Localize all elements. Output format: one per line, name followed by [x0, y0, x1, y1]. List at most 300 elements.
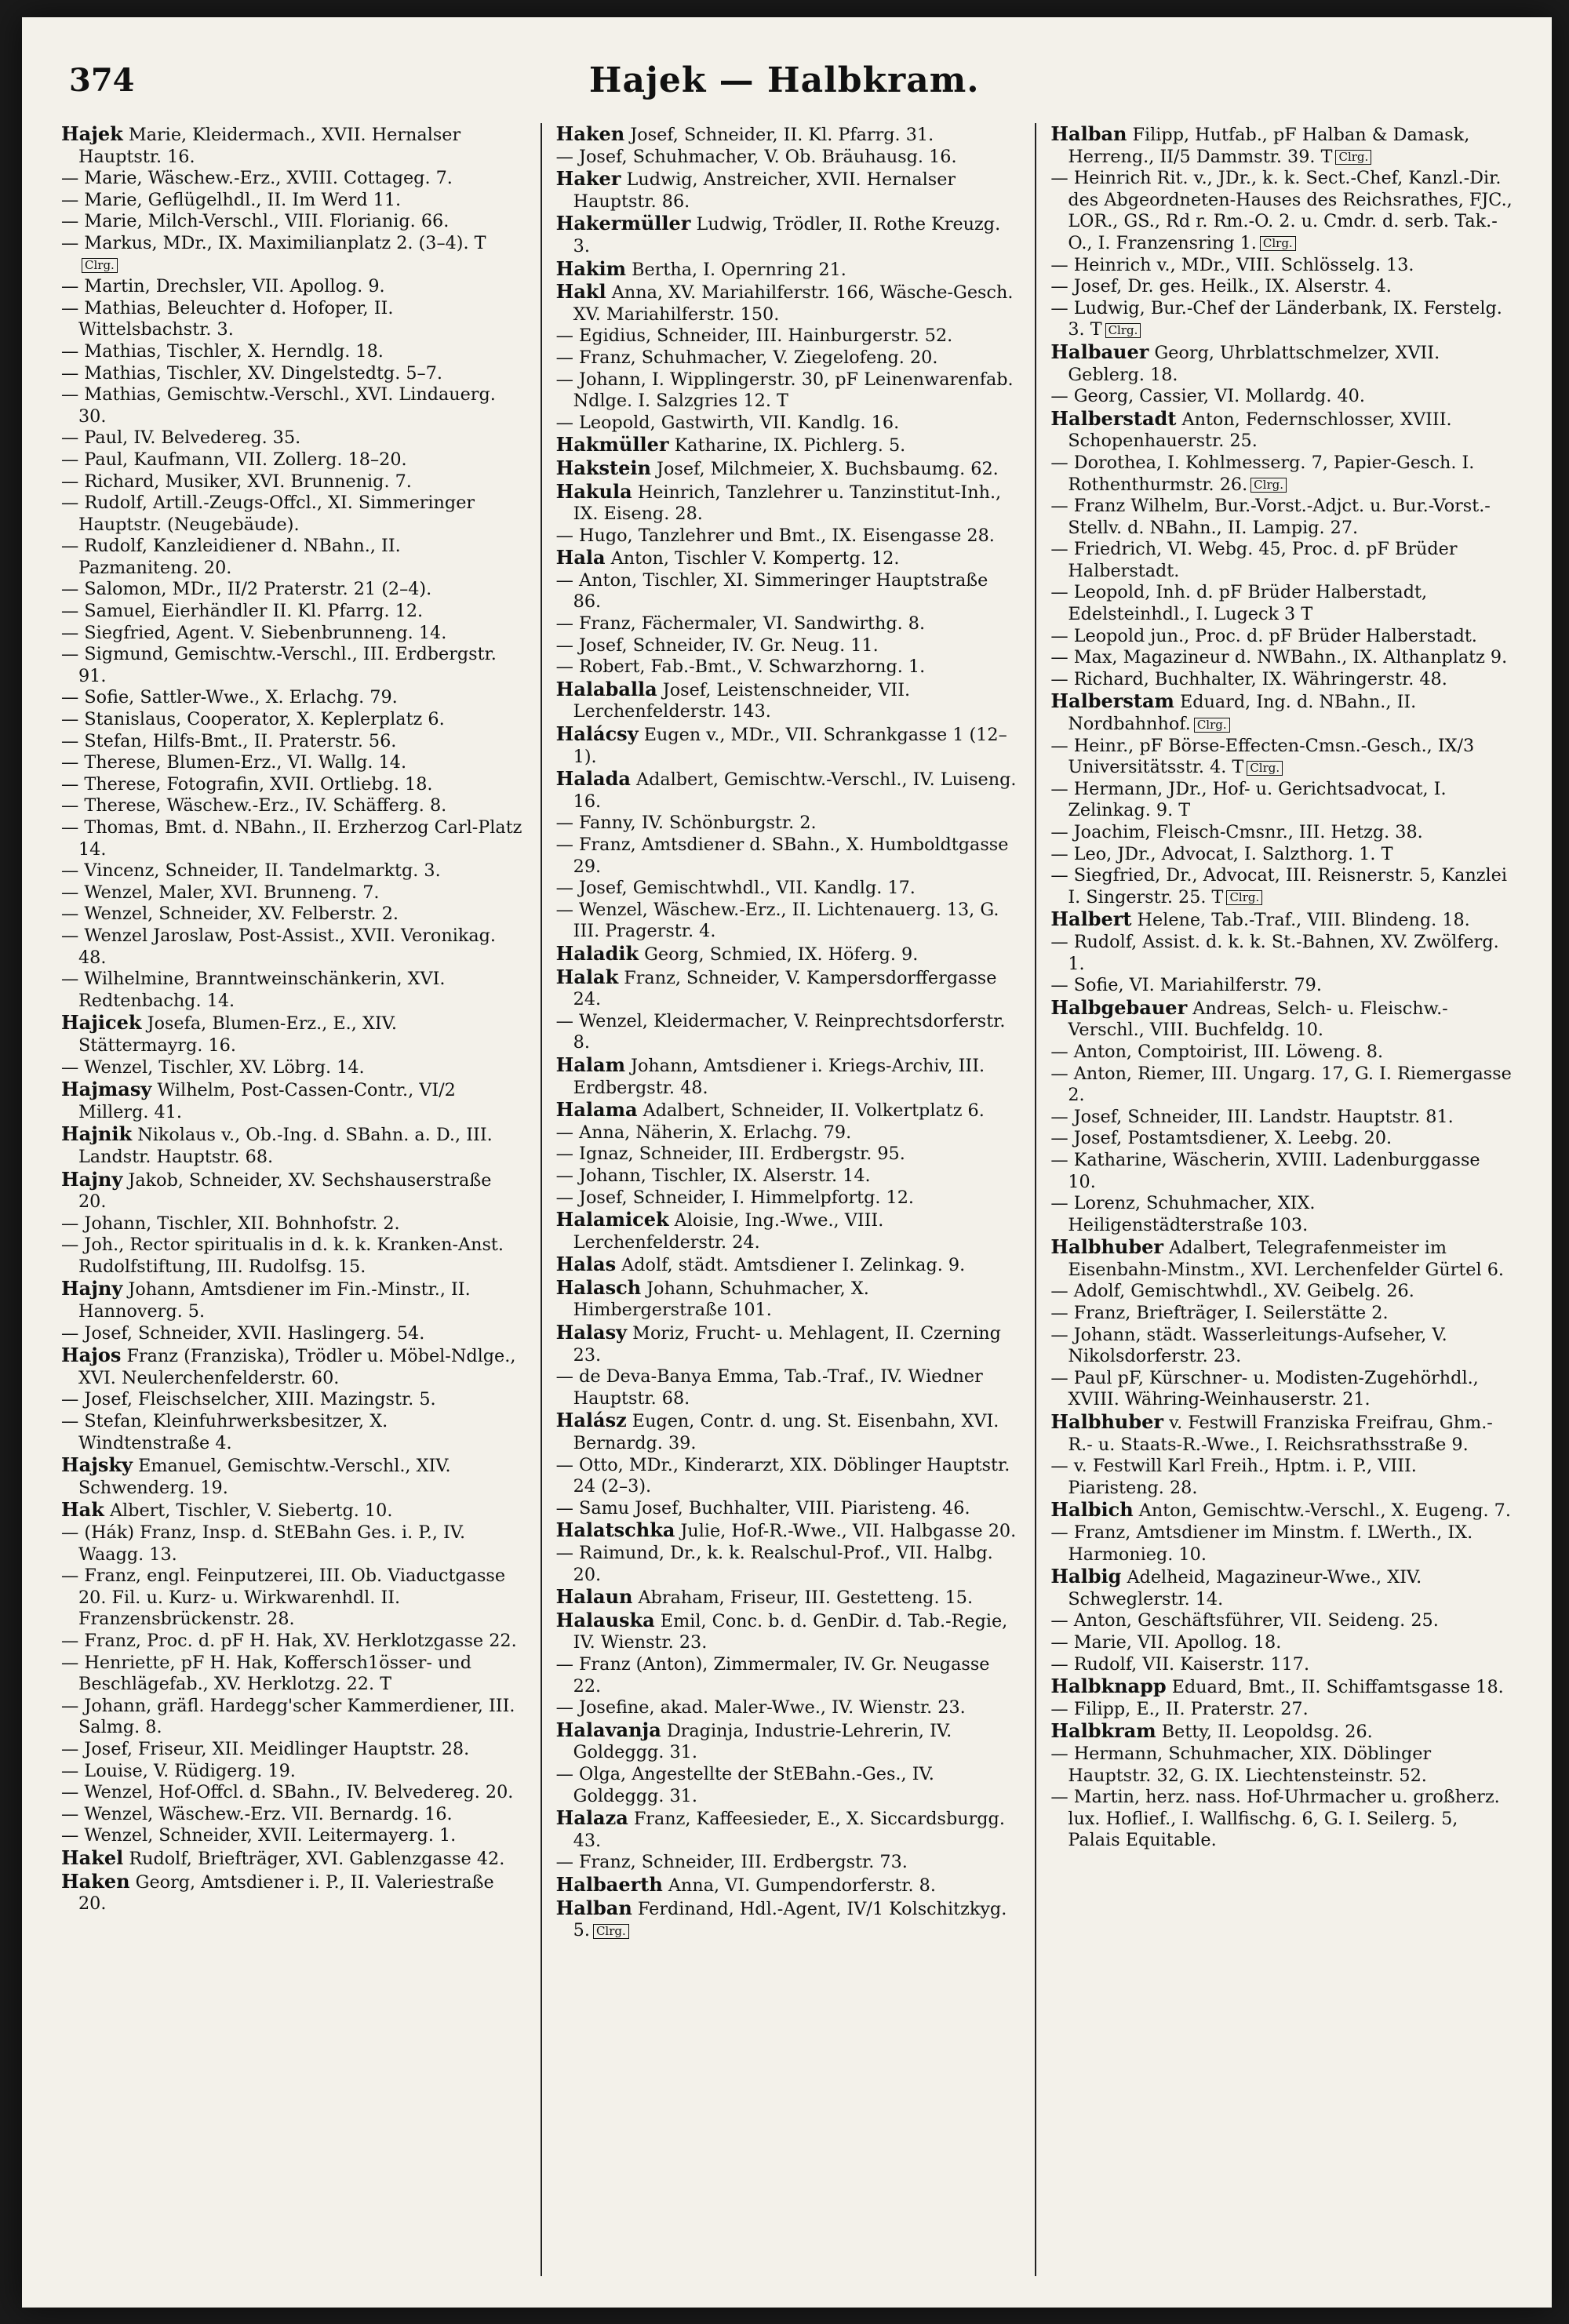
directory-entry: [556, 723, 1018, 768]
directory-entry: [61, 493, 523, 536]
entry-details: — Josef, Schneider, XVII. Haslingerg. 54.: [61, 1322, 425, 1344]
entry-details: Adolf, städt. Amtsdiener I. Zelinkag. 9.: [616, 1255, 966, 1276]
entry-details: — Wenzel, Schneider, XVII. Leitermayerg. 1.: [61, 1825, 457, 1846]
directory-entry: [1050, 1744, 1513, 1787]
directory-entry: [61, 1344, 523, 1389]
directory-columns: [61, 123, 1513, 2276]
entry-details: Moriz, Frucht- u. Mehlagent, II. Czerning 23.: [573, 1323, 1001, 1366]
entry-details: Draginja, Industrie-Lehrerin, IV. Goldeggg. 31.: [573, 1720, 952, 1763]
entry-details: — Wenzel Jaroslaw, Post-Assist., XVII. Veronikag. 48.: [61, 925, 496, 968]
directory-entry: [556, 213, 1018, 257]
directory-entry: [61, 709, 523, 731]
entry-details: — Stefan, Kleinfuhrwerksbesitzer, X. Windtenstraße 4.: [61, 1411, 388, 1453]
directory-entry: [61, 731, 523, 753]
entry-details: — Richard, Buchhalter, IX. Währingerstr. 48.: [1050, 668, 1447, 689]
entry-details: — Wenzel, Tischler, XV. Löbrg. 14.: [61, 1057, 365, 1078]
entry-surname: Halama: [555, 1098, 638, 1122]
directory-entry: [61, 341, 523, 363]
entry-details: — Franz (Anton), Zimmermaler, IV. Gr. Neugasse 22.: [555, 1653, 990, 1697]
entry-details: — Johann, I. Wipplingerstr. 30, pF Leinenwarenfab. Ndlge. I. Salzgries 12. T: [555, 369, 1014, 412]
directory-entry: [556, 813, 1018, 835]
directory-entry: [1050, 1281, 1513, 1303]
directory-entry: [1050, 1064, 1513, 1107]
entry-details: Helene, Tab.-Traf., VIII. Blindeng. 18.: [1131, 910, 1470, 931]
entry-details: — Anton, Geschäftsführer, VII. Seideng. 25.: [1050, 1610, 1439, 1631]
entry-details: — Marie, Milch-Verschl., VIII. Florianig. 66.: [61, 211, 450, 232]
directory-entry: [1050, 1675, 1513, 1699]
entry-details: Julie, Hof-R.-Wwe., VII. Halbgasse 20.: [675, 1521, 1017, 1542]
directory-entry: [61, 601, 523, 623]
directory-entry: [1050, 690, 1513, 735]
directory-entry: [61, 1169, 523, 1213]
entry-surname: Halban: [555, 1896, 632, 1919]
directory-entry: [556, 1609, 1018, 1654]
directory-entry: [61, 168, 523, 190]
clearing-badge: Clrg.: [1105, 323, 1141, 338]
entry-details: — Siegfried, Dr., Advocat, III. Reisnerstr. 5, Kanzlei I. Singerstr. 25. T: [1050, 865, 1507, 907]
entry-details: — Wenzel, Maler, XVI. Brunneng. 7.: [61, 882, 380, 903]
entry-details: — Johann, städt. Wasserleitungs-Aufseher, V. Nikolsdorferstr. 23.: [1050, 1324, 1447, 1367]
entry-details: — Sigmund, Gemischtw.-Verschl., III. Erdbergstr. 91.: [61, 644, 497, 686]
entry-details: — Hermann, JDr., Hof- u. Gerichtsadvocat, I. Zelinkag. 9. T: [1050, 778, 1447, 821]
entry-details: — Heinr., pF Börse-Effecten-Cmsn.-Gesch., IX/3 Universitätsstr. 4. T: [1050, 735, 1475, 778]
entry-surname: Halam: [555, 1053, 625, 1076]
entry-details: — Franz, Schneider, III. Erdbergstr. 73.: [555, 1852, 908, 1873]
entry-details: Eugen v., MDr., VII. Schrankgasse 1 (12–1).: [573, 725, 1007, 767]
entry-details: — Josef, Fleischselcher, XIII. Mazingstr. 5.: [61, 1389, 436, 1410]
entry-surname: Hakula: [555, 479, 632, 503]
entry-details: — Franz, Briefträger, I. Seilerstätte 2.: [1050, 1303, 1389, 1324]
directory-entry: [556, 1209, 1018, 1253]
directory-entry: [556, 1498, 1018, 1520]
directory-entry: [1050, 582, 1513, 625]
entry-details: — Therese, Fotografin, XVII. Ortliebg. 18.: [61, 773, 433, 795]
entry-details: — Otto, MDr., Kinderarzt, XIX. Döblinger Hauptstr. 24 (2–3).: [555, 1454, 1010, 1497]
entry-surname: Halasy: [555, 1321, 628, 1344]
directory-entry: [1050, 1456, 1513, 1499]
entry-details: — Rudolf, Assist. d. k. k. St.-Bahnen, XV. Zwölferg. 1.: [1050, 931, 1499, 974]
directory-entry: [61, 1057, 523, 1079]
entry-details: — Josef, Schneider, IV. Gr. Neug. 11.: [555, 635, 879, 656]
page-number: 374: [69, 61, 135, 99]
entry-details: v. Festwill Franziska Freifrau, Ghm.-R.- u. Staats-R.-Wwe., I. Reichsrathsstraße 9.: [1068, 1413, 1493, 1455]
entry-details: — Josefine, akad. Maler-Wwe., IV. Wienstr. 23.: [555, 1697, 966, 1718]
directory-entry: [556, 1011, 1018, 1054]
entry-details: — Mathias, Beleuchter d. Hofoper, II. Wittelsbachstr. 3.: [61, 297, 394, 340]
directory-entry: [1050, 865, 1513, 908]
entry-details: Eugen, Contr. d. ung. St. Eisenbahn, XVI. Bernardg. 39.: [573, 1411, 999, 1454]
directory-entry: [61, 1631, 523, 1653]
directory-entry: [556, 1519, 1018, 1543]
entry-details: — Rudolf, VII. Kaiserstr. 117.: [1050, 1653, 1310, 1675]
entry-surname: Hajicek: [61, 1011, 142, 1035]
directory-entry: [61, 1123, 523, 1168]
page-header: [69, 49, 1505, 111]
entry-details: — Egidius, Schneider, III. Hainburgerstr. 52.: [555, 326, 953, 347]
entry-details: Adalbert, Telegrafenmeister im Eisenbahn-Minstm., XVI. Lerchenfelder Gürtel 6.: [1068, 1238, 1504, 1280]
entry-surname: Halberstadt: [1050, 406, 1177, 430]
entry-surname: Hakstein: [555, 456, 651, 479]
clearing-badge: Clrg.: [82, 258, 118, 273]
column-1: [61, 123, 523, 2276]
entry-details: — Thomas, Bmt. d. NBahn., II. Erzherzog Carl-Platz 14.: [61, 817, 522, 860]
entry-details: — Leopold, Inh. d. pF Brüder Halberstadt, Edelsteinhdl., I. Lugeck 3 T: [1050, 582, 1428, 625]
entry-details: — Wilhelmine, Branntweinschänkerin, XVI. Redtenbachg. 14.: [61, 969, 446, 1011]
entry-details: — Salomon, MDr., II/2 Praterstr. 21 (2–4).: [61, 579, 432, 600]
entry-details: Georg, Uhrblattschmelzer, XVII. Geblerg. 18.: [1068, 342, 1440, 385]
entry-details: — Anton, Comptoirist, III. Löweng. 8.: [1050, 1041, 1384, 1062]
entry-details: — Martin, Drechsler, VII. Apollog. 9.: [61, 276, 385, 297]
entry-surname: Halamicek: [555, 1208, 669, 1231]
entry-details: Adalbert, Gemischtw.-Verschl., IV. Luiseng. 16.: [573, 769, 1017, 812]
directory-entry: [1050, 932, 1513, 975]
entry-details: — Adolf, Gemischtwhdl., XV. Geibelg. 26.: [1050, 1281, 1414, 1302]
directory-entry: [556, 1277, 1018, 1322]
entry-surname: Hajek: [61, 122, 123, 145]
directory-entry: [61, 1566, 523, 1631]
directory-entry: [1050, 1325, 1513, 1368]
entry-surname: Hala: [555, 546, 606, 569]
directory-entry: [61, 687, 523, 709]
directory-entry: [556, 434, 1018, 457]
directory-entry: [556, 168, 1018, 213]
directory-entry: [1050, 1042, 1513, 1064]
entry-details: — Paul, Kaufmann, VII. Zollerg. 18–20.: [61, 449, 407, 470]
directory-entry: [61, 860, 523, 882]
entry-details: Wilhelm, Post-Cassen-Contr., VI/2 Millerg. 41.: [78, 1080, 456, 1122]
clearing-badge: Clrg.: [1226, 890, 1262, 905]
directory-entry: [1050, 669, 1513, 691]
directory-entry: [1050, 298, 1513, 341]
directory-entry: [61, 123, 523, 168]
entry-surname: Hak: [61, 1498, 104, 1522]
directory-entry: [1050, 1699, 1513, 1721]
entry-details: — Dorothea, I. Kohlmesserg. 7, Papier-Gesch. I. Rothenthurmstr. 26.: [1050, 452, 1475, 495]
directory-entry: [1050, 1566, 1513, 1610]
entry-surname: Haker: [555, 167, 621, 191]
directory-entry: [556, 1764, 1018, 1807]
entry-details: — Robert, Fab.-Bmt., V. Schwarzhorng. 1.: [555, 656, 926, 678]
entry-surname: Hajny: [61, 1277, 123, 1300]
directory-entry: [61, 969, 523, 1012]
entry-surname: Haken: [555, 122, 625, 145]
entry-details: — Heinrich Rit. v., JDr., k. k. Sect.-Chef, Kanzl.-Dir. des Abgeordneten-Hauses des Reichsrathes, FJC., LOR., GS., Rd r. Rm.-O. 2. u. Cmdr. d. serb. Tak.-O., I. Franzensring 1.: [1050, 168, 1513, 253]
entry-surname: Halavanja: [555, 1718, 661, 1741]
entry-details: Anton, Federnschlosser, XVIII. Schopenhauerstr. 25.: [1068, 409, 1452, 452]
directory-entry: [1050, 496, 1513, 539]
entry-details: — Friedrich, VI. Webg. 45, Proc. d. pF Brüder Halberstadt.: [1050, 539, 1458, 581]
entry-details: — Johann, Tischler, IX. Alserstr. 14.: [555, 1165, 871, 1186]
directory-entry: [61, 1213, 523, 1235]
directory-entry: [61, 190, 523, 212]
directory-entry: [556, 1253, 1018, 1277]
directory-entry: [556, 1455, 1018, 1498]
directory-entry: [61, 211, 523, 233]
entry-details: Johann, Amtsdiener i. Kriegs-Archiv, III. Erdbergstr. 48.: [573, 1055, 985, 1098]
directory-entry: [556, 1366, 1018, 1409]
entry-surname: Hakl: [555, 280, 606, 304]
directory-entry: [556, 1322, 1018, 1366]
entry-details: Josef, Schneider, II. Kl. Pfarrg. 31.: [624, 125, 934, 145]
entry-details: Franz, Schneider, V. Kampersdorffergasse 24.: [573, 967, 997, 1010]
directory-entry: [1050, 539, 1513, 582]
entry-details: — Johann, Tischler, XII. Bohnhofstr. 2.: [61, 1213, 400, 1234]
entry-details: Jakob, Schneider, XV. Sechshauserstraße 20.: [78, 1169, 492, 1213]
entry-surname: Halberstam: [1050, 689, 1174, 713]
directory-entry: [61, 471, 523, 493]
entry-details: Nikolaus v., Ob.-Ing. d. SBahn. a. D., III. Landstr. Hauptstr. 68.: [78, 1125, 493, 1167]
entry-details: — Henriette, pF H. Hak, Koffersch1össer- und Beschlägefab., XV. Herklotzg. 22. T: [61, 1652, 471, 1695]
entry-details: — Martin, herz. nass. Hof-Uhrmacher u. großherz. lux. Hoflief., I. Wallfischg. 6, G. I. Seilerg. 5, Palais Equitable.: [1050, 1787, 1500, 1851]
clearing-badge: Clrg.: [1250, 478, 1287, 493]
directory-entry: [556, 1187, 1018, 1209]
directory-entry: [556, 1054, 1018, 1099]
entry-surname: Halada: [555, 767, 631, 791]
directory-entry: [1050, 647, 1513, 669]
entry-details: — Ludwig, Bur.-Chef der Länderbank, IX. Ferstelg. 3. T: [1050, 297, 1502, 340]
directory-entry: [61, 1235, 523, 1278]
directory-entry: [556, 1897, 1018, 1942]
entry-details: Katharine, IX. Pichlerg. 5.: [668, 435, 906, 456]
directory-entry: [556, 526, 1018, 547]
directory-entry: [1050, 1632, 1513, 1654]
entry-details: Johann, Amtsdiener im Fin.-Minstr., II. Hannoverg. 5.: [78, 1279, 471, 1322]
entry-details: Anna, VI. Gumpendorferstr. 8.: [662, 1875, 936, 1896]
directory-entry: [556, 635, 1018, 657]
directory-entry: [1050, 255, 1513, 277]
directory-entry: [1050, 1193, 1513, 1236]
entry-details: Eduard, Bmt., II. Schiffamtsgasse 18.: [1166, 1677, 1504, 1698]
directory-entry: [61, 276, 523, 298]
directory-entry: [61, 1825, 523, 1847]
entry-details: Adelheid, Magazineur-Wwe., XIV. Schweglerstr. 14.: [1068, 1567, 1422, 1609]
directory-entry: [556, 656, 1018, 678]
entry-details: Josefa, Blumen-Erz., E., XIV. Stättermayrg. 16.: [78, 1013, 397, 1056]
directory-entry: [61, 1804, 523, 1826]
directory-entry: [61, 1696, 523, 1739]
running-head: Hajek — Halbkram.: [588, 60, 980, 100]
entry-details: Georg, Schmied, IX. Höferg. 9.: [639, 944, 919, 965]
entry-details: — Josef, Postamtsdiener, X. Leebg. 20.: [1050, 1128, 1392, 1149]
entry-details: — Paul, IV. Belvedereg. 35.: [61, 427, 301, 449]
entry-surname: Halbich: [1050, 1498, 1134, 1522]
directory-entry: [61, 1522, 523, 1566]
directory-entry: [1050, 1654, 1513, 1676]
directory-entry: [556, 1719, 1018, 1764]
entry-details: — Rudolf, Kanzleidiener d. NBahn., II. Pazmaniteng. 20.: [61, 536, 401, 578]
directory-entry: [556, 147, 1018, 169]
entry-details: Anna, XV. Mariahilferstr. 166, Wäsche-Gesch. XV. Mariahilferstr. 150.: [573, 282, 1014, 325]
directory-entry: [1050, 408, 1513, 453]
entry-details: — Olga, Angestellte der StEBahn.-Ges., IV. Goldeggg. 31.: [555, 1763, 934, 1806]
entry-details: — Franz Wilhelm, Bur.-Vorst.-Adjct. u. Bur.-Vorst.-Stellv. d. NBahn., II. Lampig. 27.: [1050, 496, 1491, 538]
entry-details: Ferdinand, Hdl.-Agent, IV/1 Kolschitzkyg. 5.: [573, 1898, 1007, 1941]
entry-surname: Halbhuber: [1050, 1235, 1164, 1259]
directory-entry: [556, 1409, 1018, 1454]
entry-surname: Hakim: [555, 256, 627, 280]
directory-entry: [61, 1761, 523, 1783]
entry-surname: Hakel: [61, 1846, 124, 1869]
entry-details: — Marie, Wäschew.-Erz., XVIII. Cottageg. 7.: [61, 168, 453, 189]
entry-details: — Vincenz, Schneider, II. Tandelmarktg. 3.: [61, 860, 441, 882]
column-3: [1035, 123, 1513, 2276]
directory-entry: [1050, 908, 1513, 932]
entry-surname: Halak: [555, 965, 619, 988]
entry-details: — Louise, V. Rüdigerg. 19.: [61, 1760, 296, 1781]
directory-entry: [61, 1871, 523, 1915]
directory-entry: [556, 1543, 1018, 1586]
directory-entry: [556, 900, 1018, 943]
entry-details: — Leo, JDr., Advocat, I. Salzthorg. 1. T: [1050, 843, 1393, 864]
directory-entry: [1050, 1720, 1513, 1744]
entry-details: Abraham, Friseur, III. Gestetteng. 15.: [632, 1588, 974, 1609]
entry-details: — Josef, Schneider, I. Himmelpfortg. 12.: [555, 1187, 914, 1208]
directory-entry: [1050, 1368, 1513, 1411]
clearing-badge: Clrg.: [1247, 761, 1283, 776]
directory-entry: [1050, 1150, 1513, 1193]
entry-surname: Halbgebauer: [1050, 995, 1188, 1019]
entry-details: — Samu Josef, Buchhalter, VIII. Piaristeng. 46.: [555, 1497, 970, 1518]
entry-details: — Stefan, Hilfs-Bmt., II. Praterstr. 56.: [61, 730, 397, 751]
directory-entry: [556, 547, 1018, 570]
entry-surname: Halbauer: [1050, 340, 1149, 363]
directory-entry: [61, 363, 523, 385]
directory-entry: [1050, 822, 1513, 844]
entry-details: — Rudolf, Artill.-Zeugs-Offcl., XI. Simmeringer Hauptstr. (Neugebäude).: [61, 493, 475, 535]
entry-details: — Mathias, Gemischtw.-Verschl., XVI. Lindauerg. 30.: [61, 384, 496, 427]
entry-details: — Wenzel, Schneider, XV. Felberstr. 2.: [61, 904, 399, 925]
entry-details: Heinrich, Tanzlehrer u. Tanzinstitut-Inh., IX. Eiseng. 28.: [573, 482, 1002, 525]
entry-surname: Haladik: [555, 941, 639, 965]
directory-entry: [556, 1144, 1018, 1166]
entry-details: — Wenzel, Kleidermacher, V. Reinprechtsdorferstr. 8.: [555, 1010, 1006, 1053]
entry-details: — Wenzel, Hof-Offcl. d. SBahn., IV. Belvedereg. 20.: [61, 1782, 514, 1803]
directory-entry: [1050, 1236, 1513, 1281]
entry-details: Ludwig, Trödler, II. Rothe Kreuzg. 3.: [573, 214, 1001, 256]
directory-entry: [61, 449, 523, 471]
directory-entry: [61, 1653, 523, 1696]
entry-details: — Leopold jun., Proc. d. pF Brüder Halberstadt.: [1050, 625, 1477, 646]
directory-entry: [556, 1654, 1018, 1697]
entry-details: — Georg, Cassier, VI. Mollardg. 40.: [1050, 386, 1365, 407]
entry-surname: Halaun: [555, 1585, 633, 1609]
entry-details: — Therese, Blumen-Erz., VI. Wallg. 14.: [61, 752, 407, 773]
directory-entry: [61, 1739, 523, 1761]
entry-details: — Lorenz, Schuhmacher, XIX. Heiligenstädterstraße 103.: [1050, 1193, 1316, 1235]
directory-entry: [61, 644, 523, 687]
entry-surname: Hajnik: [61, 1122, 133, 1146]
directory-entry: [556, 570, 1018, 613]
entry-details: — Franz, Amtsdiener im Minstm. f. LWerth., IX. Harmonieg. 10.: [1050, 1522, 1473, 1565]
entry-surname: Halaballa: [555, 677, 657, 700]
entry-details: — Anton, Riemer, III. Ungarg. 17, G. I. Riemergasse 2.: [1050, 1063, 1512, 1106]
directory-entry: [1050, 997, 1513, 1042]
entry-details: Franz (Franziska), Trödler u. Möbel-Ndlge., XVI. Neulerchenfelderstr. 60.: [78, 1346, 516, 1388]
entry-details: Georg, Amtsdiener i. P., II. Valeriestraße 20.: [78, 1871, 494, 1915]
directory-entry: [556, 123, 1018, 147]
entry-surname: Halban: [1050, 122, 1127, 145]
directory-entry: [1050, 276, 1513, 298]
entry-details: Anton, Tischler V. Kompertg. 12.: [605, 548, 900, 569]
directory-entry: [61, 1454, 523, 1499]
entry-details: Aloisie, Ing.-Wwe., VIII. Lerchenfelderstr. 24.: [573, 1210, 884, 1253]
entry-details: — Marie, VII. Apollog. 18.: [1050, 1631, 1282, 1653]
directory-entry: [61, 579, 523, 601]
entry-details: — Hermann, Schuhmacher, XIX. Döblinger Hauptstr. 32, G. IX. Liechtensteinstr. 52.: [1050, 1743, 1432, 1786]
directory-entry: [1050, 1787, 1513, 1852]
entry-details: — Joh., Rector spiritualis in d. k. k. Kranken-Anst. Rudolfstiftung, III. Rudolfsg. 15.: [61, 1235, 504, 1277]
directory-entry: [1050, 1499, 1513, 1522]
directory-entry: [1050, 1522, 1513, 1566]
entry-surname: Halácsy: [555, 722, 639, 746]
entry-details: — Marie, Geflügelhdl., II. Im Werd 11.: [61, 189, 402, 210]
entry-details: — Josef, Dr. ges. Heilk., IX. Alserstr. 4.: [1050, 276, 1392, 297]
directory-entry: [61, 882, 523, 904]
entry-details: Eduard, Ing. d. NBahn., II. Nordbahnhof.: [1068, 692, 1417, 735]
entry-details: — Raimund, Dr., k. k. Realschul-Prof., VII. Halbg. 20.: [555, 1543, 993, 1585]
entry-details: — Max, Magazineur d. NWBahn., IX. Althanplatz 9.: [1050, 647, 1508, 668]
entry-surname: Halaza: [555, 1806, 628, 1830]
clearing-badge: Clrg.: [593, 1924, 629, 1939]
clearing-badge: Clrg.: [1335, 150, 1371, 165]
entry-details: — Sofie, Sattler-Wwe., X. Erlachg. 79.: [61, 687, 398, 708]
directory-entry: [556, 768, 1018, 813]
entry-details: — Wenzel, Wäschew.-Erz. VII. Bernardg. 16.: [61, 1803, 453, 1824]
directory-entry: [61, 1411, 523, 1454]
entry-details: Josef, Leistenschneider, VII. Lerchenfelderstr. 143.: [573, 679, 911, 722]
directory-entry: [556, 1122, 1018, 1144]
directory-entry: [556, 1807, 1018, 1852]
directory-entry: [556, 369, 1018, 413]
entry-details: — Heinrich v., MDr., VIII. Schlösselg. 13.: [1050, 254, 1414, 275]
directory-page: [22, 17, 1552, 2308]
entry-details: Johann, Schuhmacher, X. Himbergerstraße 101.: [573, 1278, 869, 1321]
entry-surname: Hakmüller: [555, 433, 669, 456]
directory-entry: [556, 281, 1018, 326]
entry-surname: Halbhuber: [1050, 1410, 1164, 1434]
entry-surname: Halbig: [1050, 1565, 1122, 1588]
directory-entry: [1050, 1610, 1513, 1632]
column-2: [541, 123, 1018, 2276]
clearing-badge: Clrg.: [1194, 718, 1230, 733]
entry-details: — Johann, gräfl. Hardegg'scher Kammerdiener, III. Salmg. 8.: [61, 1695, 515, 1738]
directory-entry: [556, 1874, 1018, 1897]
entry-details: — Franz, Schuhmacher, V. Ziegelofeng. 20.: [555, 347, 938, 368]
directory-entry: [61, 1278, 523, 1322]
directory-entry: [61, 233, 523, 276]
directory-entry: [556, 258, 1018, 282]
entry-surname: Halász: [555, 1409, 627, 1432]
entry-surname: Halauska: [555, 1608, 655, 1631]
entry-details: — Filipp, E., II. Praterstr. 27.: [1050, 1698, 1309, 1719]
directory-entry: [1050, 1411, 1513, 1456]
directory-entry: [61, 384, 523, 427]
directory-entry: [61, 774, 523, 796]
directory-entry: [1050, 1128, 1513, 1150]
entry-details: — Franz, Amtsdiener d. SBahn., X. Humboldtgasse 29.: [555, 835, 1009, 877]
entry-details: — Anna, Näherin, X. Erlachg. 79.: [555, 1122, 852, 1143]
entry-details: — Franz, engl. Feinputzerei, III. Ob. Viaductgasse 20. Fil. u. Kurz- u. Wirkwarenhdl. II. Franzensbrückenstr. 28.: [61, 1566, 506, 1630]
entry-details: — Mathias, Tischler, XV. Dingelstedtg. 5–7.: [61, 362, 442, 384]
directory-entry: [556, 1852, 1018, 1874]
directory-entry: [556, 1166, 1018, 1187]
entry-surname: Halbaerth: [555, 1872, 663, 1896]
directory-entry: [1050, 341, 1513, 386]
entry-details: — Josef, Gemischtwhdl., VII. Kandlg. 17.: [555, 878, 916, 899]
entry-details: Josef, Milchmeier, X. Buchsbaumg. 62.: [650, 458, 999, 479]
directory-entry: [556, 613, 1018, 635]
directory-entry: [61, 1078, 523, 1123]
